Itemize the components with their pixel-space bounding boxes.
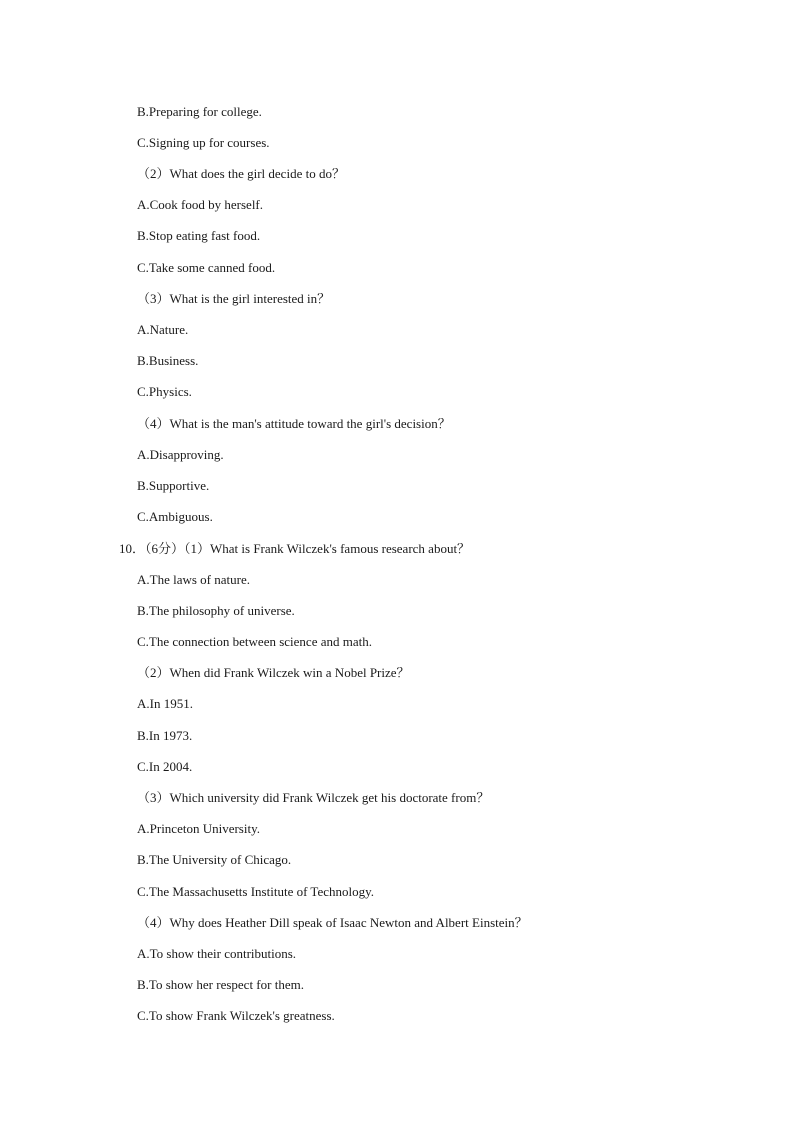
q10-sub4-question: （4）Why does Heather Dill speak of Isaac Newton and Albert Einstein？ [137,915,528,930]
q10-sub3-option-a: A.Princeton University. [137,821,260,836]
q9-sub3-option-b: B.Business. [137,353,199,368]
q10-sub4-option-c: C.To show Frank Wilczek's greatness. [137,1008,335,1023]
q9-sub2-option-c: C.Take some canned food. [137,260,276,275]
q10-sub2-option-a: A.In 1951. [137,696,193,711]
q9-sub1-option-c: C.Signing up for courses. [137,135,270,150]
q10-sub3-option-c: C.The Massachusetts Institute of Technology. [137,884,375,899]
q9-sub4-option-b: B.Supportive. [137,478,210,493]
q10-sub3-option-b: B.The University of Chicago. [137,852,292,867]
q10-header: 10．（6分）（1）What is Frank Wilczek's famous research about？ [119,541,471,556]
q10-sub4-option-b: B.To show her respect for them. [137,977,304,992]
q9-sub3-question: （3）What is the girl interested in？ [137,291,331,306]
q10-sub2-option-c: C.In 2004. [137,759,193,774]
q9-sub3-option-c: C.Physics. [137,384,192,399]
q10-sub1-option-c: C.The connection between science and math. [137,634,372,649]
q10-sub1-option-a: A.The laws of nature. [137,572,250,587]
q9-sub2-option-a: A.Cook food by herself. [137,197,264,212]
q9-sub4-option-a: A.Disapproving. [137,447,224,462]
q10-sub2-option-b: B.In 1973. [137,728,193,743]
q10-sub4-option-a: A.To show their contributions. [137,946,297,961]
q9-sub2-question: （2）What does the girl decide to do？ [137,166,345,181]
q10-sub2-question: （2）When did Frank Wilczek win a Nobel Prize？ [137,665,410,680]
q9-sub4-question: （4）What is the man's attitude toward the girl's decision？ [137,416,451,431]
q9-sub1-option-b: B.Preparing for college. [137,104,262,119]
q10-sub3-question: （3）Which university did Frank Wilczek get his doctorate from？ [137,790,490,805]
q9-sub3-option-a: A.Nature. [137,322,189,337]
q9-sub4-option-c: C.Ambiguous. [137,509,213,524]
q10-sub1-option-b: B.The philosophy of universe. [137,603,295,618]
q9-sub2-option-b: B.Stop eating fast food. [137,228,261,243]
